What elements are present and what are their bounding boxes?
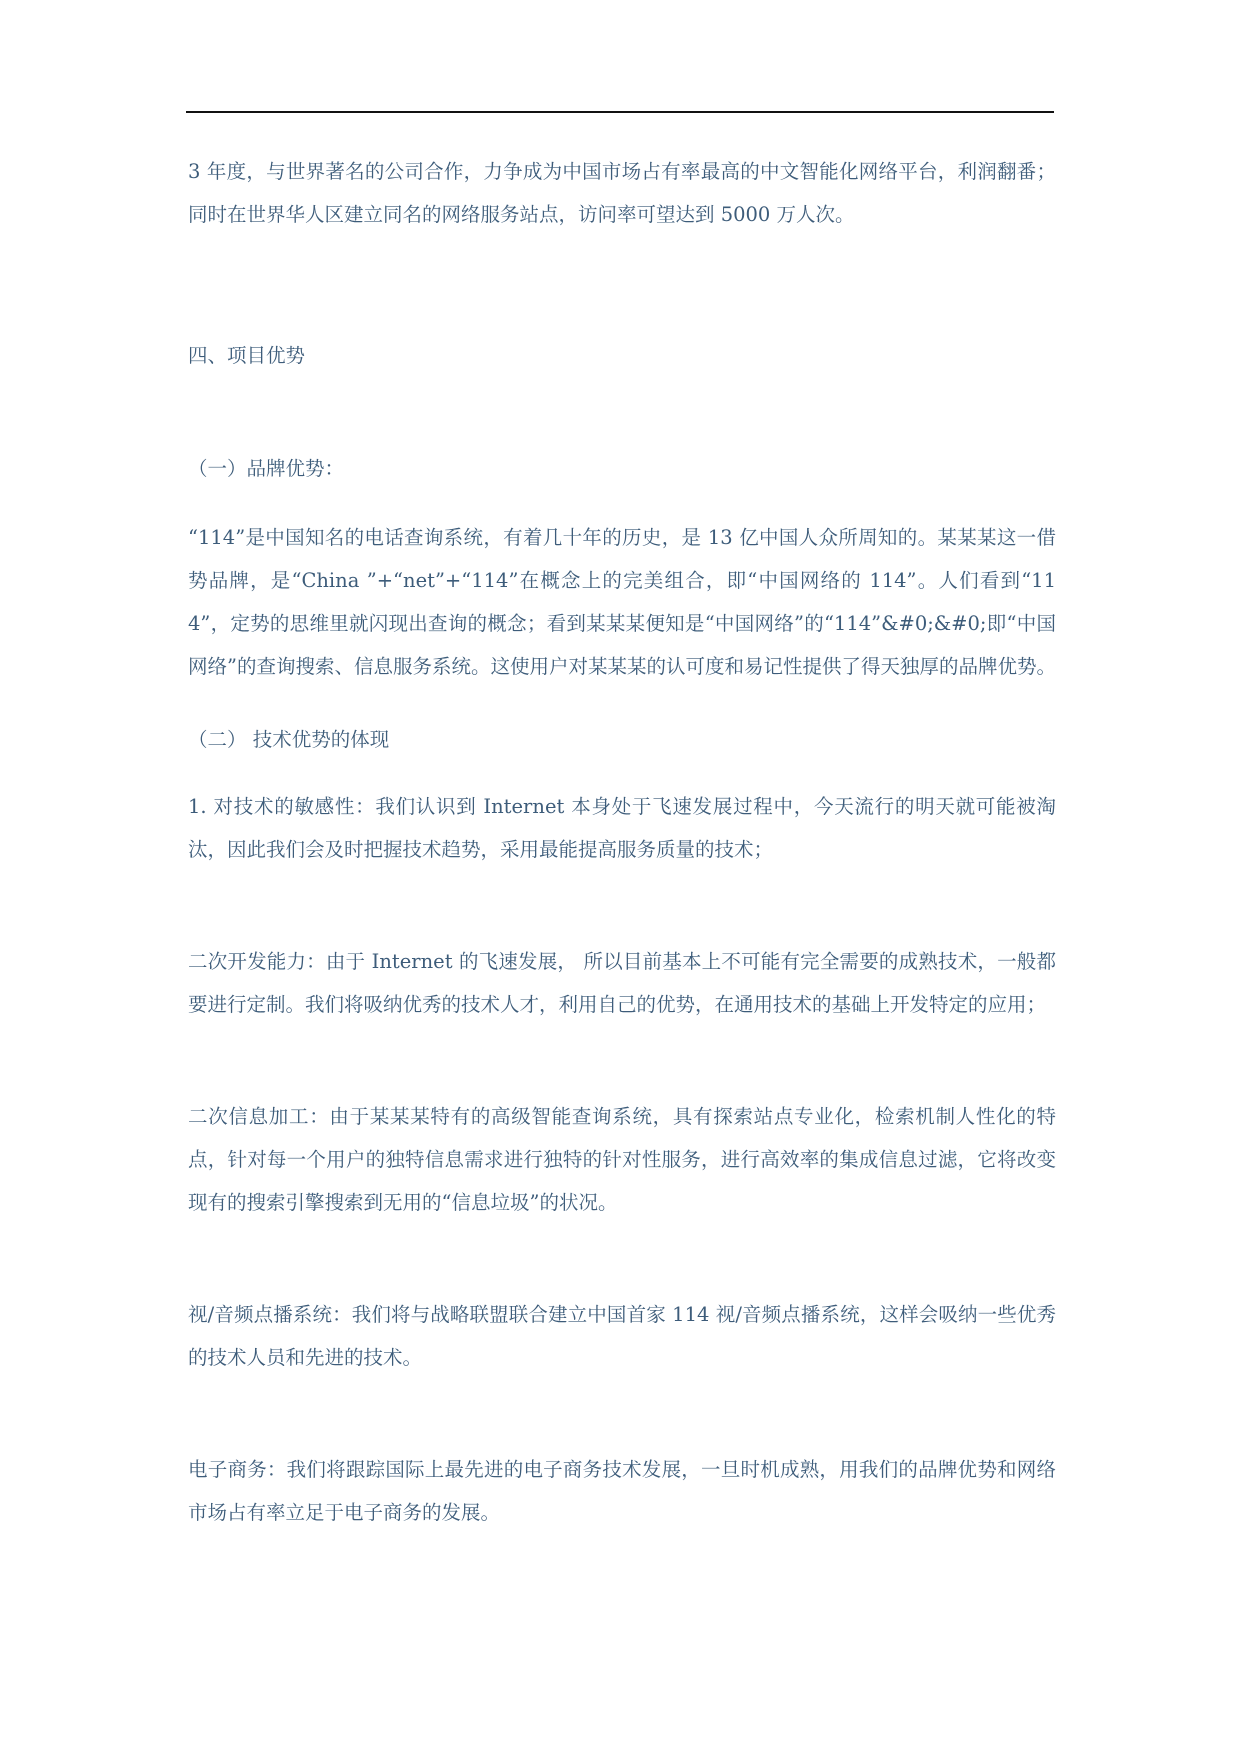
section-heading: 四、项目优势 [188,344,306,367]
tech-item-ecommerce: 电子商务：我们将跟踪国际上最先进的电子商务技术发展，一旦时机成熟，用我们的品牌优势和网络市场占有率立足于电子商务的发展。 [188,1458,1056,1524]
brand-paragraph: “114”是中国知名的电话查询系统，有着几十年的历史，是 13 亿中国人众所周知的。某某某这一借势品牌，是“China ”+“net”+“114”在概念上的完美组合，即“中国网络的 114”。人们看到“114”，定势的思维里就闪现出查询的概念；看到某某某便知是“中国网络”的“114”&#0;&#0;即“中国网络”的查询搜索、信息服务系统。这使用户对某某某的认可度和易记性提供了得天独厚的品牌优势。 [188,526,1056,678]
intro-paragraph: 3 年度，与世界著名的公司合作，力争成为中国市场占有率最高的中文智能化网络平台，利润翻番；同时在世界华人区建立同名的网络服务站点，访问率可望达到 5000 万人次。 [188,160,1056,226]
tech-item-information-processing: 二次信息加工：由于某某某特有的高级智能查询系统，具有探索站点专业化，检索机制人性化的特点，针对每一个用户的独特信息需求进行独特的针对性服务，进行高效率的集成信息过滤，它将改变现有的搜索引擎搜索到无用的“信息垃圾”的状况。 [188,1105,1056,1214]
tech-item-secondary-development: 二次开发能力：由于 Internet 的飞速发展， 所以目前基本上不可能有完全需要的成熟技术，一般都要进行定制。我们将吸纳优秀的技术人才，利用自己的优势，在通用技术的基础上开发特定的应用； [188,950,1056,1016]
tech-item-video-on-demand: 视/音频点播系统：我们将与战略联盟联合建立中国首家 114 视/音频点播系统，这样会吸纳一些优秀的技术人员和先进的技术。 [188,1303,1056,1369]
header-rule [186,111,1054,113]
tech-heading: （二） 技术优势的体现 [188,728,390,751]
tech-item-sensitivity: 1. 对技术的敏感性：我们认识到 Internet 本身处于飞速发展过程中，今天流行的明天就可能被淘汰，因此我们会及时把握技术趋势，采用最能提高服务质量的技术； [188,795,1056,861]
brand-heading: （一）品牌优势： [188,457,345,480]
